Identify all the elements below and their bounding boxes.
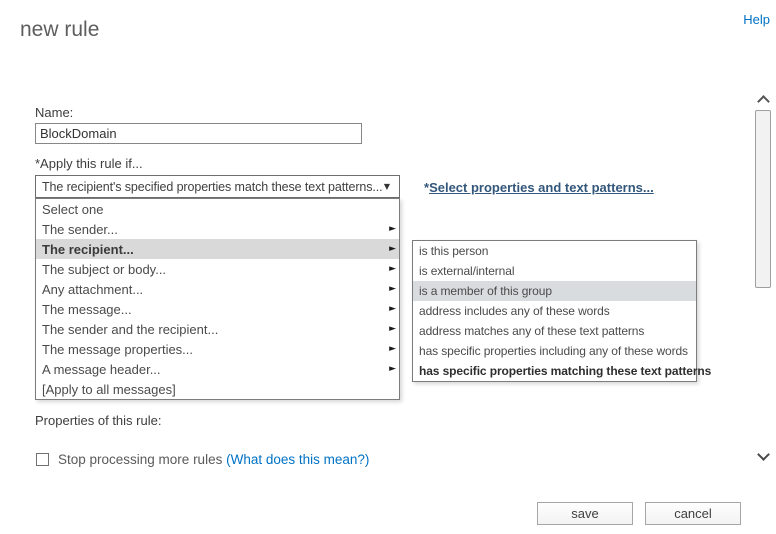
scrollbar-up-icon[interactable] <box>757 95 770 108</box>
submenu-item-address-includes-words[interactable]: address includes any of these words <box>419 304 610 318</box>
stop-processing-checkbox[interactable] <box>36 453 49 466</box>
scrollbar-thumb[interactable] <box>755 110 771 288</box>
menu-item-the-recipient[interactable]: The recipient... ► <box>36 239 399 259</box>
submenu-arrow-icon: ► <box>389 284 396 294</box>
submenu-arrow-icon: ► <box>389 324 396 334</box>
condition-dropdown[interactable] <box>35 175 400 198</box>
submenu-arrow-icon: ► <box>389 304 396 314</box>
recipient-submenu <box>412 240 712 382</box>
submenu-arrow-icon: ► <box>389 364 396 374</box>
apply-rule-label: *Apply this rule if... <box>35 156 143 171</box>
menu-item-message-properties[interactable]: The message properties... ► <box>42 341 396 357</box>
menu-item-sender-and-recipient[interactable]: The sender and the recipient... ► <box>42 321 396 337</box>
submenu-item-props-including-words[interactable]: has specific properties including any of these words <box>419 344 688 358</box>
page-title: new rule <box>20 18 100 41</box>
condition-menu <box>35 198 400 400</box>
menu-item-the-message[interactable]: The message... ► <box>42 301 396 317</box>
submenu-arrow-icon: ► <box>389 344 396 354</box>
what-does-this-mean-link[interactable]: (What does this mean?) <box>226 452 370 467</box>
menu-item-any-attachment[interactable]: Any attachment... ► <box>42 281 396 297</box>
submenu-item-is-this-person[interactable]: is this person <box>419 244 489 258</box>
rule-name-input[interactable] <box>35 123 362 144</box>
submenu-item-member-of-group[interactable]: is a member of this group <box>413 281 696 301</box>
cancel-button[interactable]: cancel <box>645 502 741 525</box>
dropdown-arrow-icon: ▼ <box>383 182 390 191</box>
name-label: Name: <box>35 105 74 120</box>
help-link[interactable]: Help <box>743 12 770 27</box>
submenu-arrow-icon: ► <box>389 264 396 274</box>
menu-item-subject-or-body[interactable]: The subject or body... ► <box>42 261 396 277</box>
stop-processing-label: Stop processing more rules (What does this mean?) <box>58 452 370 467</box>
submenu-item-address-matches-patterns[interactable]: address matches any of these text patterns <box>419 324 645 338</box>
menu-item-select-one[interactable]: Select one <box>42 201 104 217</box>
menu-item-message-header[interactable]: A message header... ► <box>42 361 396 377</box>
condition-dropdown-value: The recipient's specified properties match these text patterns... <box>42 179 383 194</box>
submenu-arrow-icon: ► <box>389 224 396 234</box>
properties-of-rule-label: Properties of this rule: <box>35 413 162 428</box>
menu-item-apply-to-all[interactable]: [Apply to all messages] <box>42 381 176 397</box>
menu-item-the-sender[interactable]: The sender... ► <box>42 221 396 237</box>
submenu-item-external-internal[interactable]: is external/internal <box>419 264 515 278</box>
save-button[interactable]: save <box>537 502 633 525</box>
scrollbar-down-icon[interactable] <box>757 448 770 461</box>
select-properties-link[interactable]: *Select properties and text patterns... <box>424 180 654 195</box>
submenu-arrow-icon: ► <box>389 244 396 254</box>
submenu-item-props-matching-patterns[interactable]: has specific properties matching these text patterns <box>419 364 712 378</box>
